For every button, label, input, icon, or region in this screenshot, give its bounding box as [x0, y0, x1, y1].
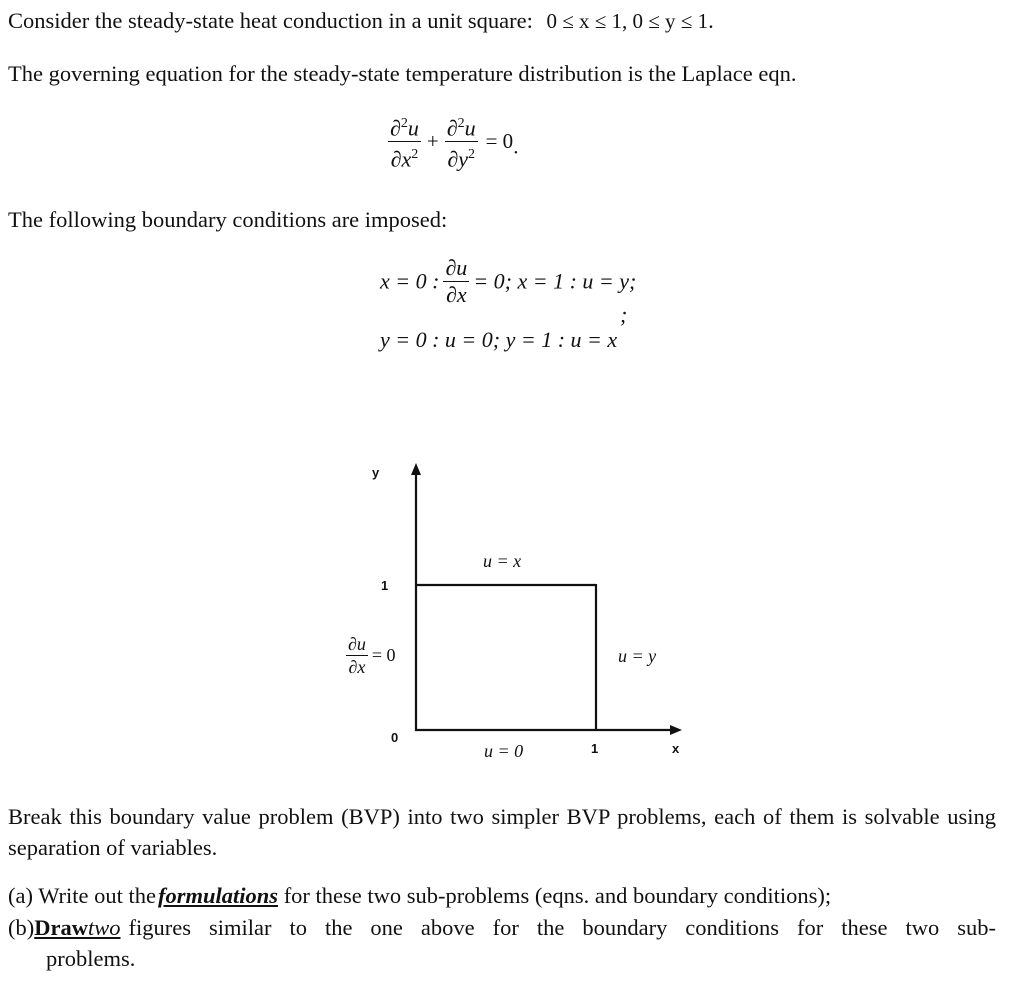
tick-y-1: 1	[381, 578, 389, 593]
bc-semicolon: ;	[620, 302, 628, 327]
bc-dudx-fraction	[443, 256, 469, 307]
partial-symbol: ∂	[446, 115, 458, 141]
domain-expression: 0 ≤ x ≤ 1, 0 ≤ y ≤ 1	[546, 9, 709, 33]
part-a	[8, 880, 831, 911]
laplace-equation	[388, 112, 518, 172]
d2u-dx2-fraction	[388, 112, 421, 172]
part-b	[8, 912, 996, 974]
variable-u: u	[407, 115, 419, 141]
part-a-pre: Write out the	[38, 883, 157, 908]
equals-zero: = 0	[485, 129, 514, 154]
part-b-two: two	[87, 915, 121, 940]
bc-line-x	[380, 256, 636, 307]
x-axis-arrowhead	[670, 725, 682, 735]
domain-period: .	[708, 8, 714, 33]
part-b-post: figures similar to the one above for the boundary conditions for these two sub-	[128, 915, 996, 940]
left-bc-fraction	[346, 634, 368, 677]
d2u-dy2-fraction	[445, 112, 478, 172]
left-boundary-condition	[346, 634, 396, 677]
bottom-boundary-condition: u = 0	[484, 741, 524, 761]
x-axis-label: x	[672, 741, 680, 756]
bc-dudx-num: ∂u	[445, 255, 468, 280]
part-a-post: for these two sub-problems (eqns. and boundary conditions);	[283, 883, 832, 908]
part-b-line-1	[8, 912, 996, 943]
partial-y: ∂y	[447, 146, 468, 172]
part-b-marker: (b)	[8, 915, 35, 940]
power-2: 2	[400, 116, 408, 131]
plus-sign: +	[426, 129, 439, 154]
part-b-continuation: problems.	[46, 946, 136, 971]
boundary-figure	[0, 455, 1024, 775]
top-boundary-condition: u = x	[483, 551, 522, 571]
power-2: 2	[457, 116, 465, 131]
bc-x-rest: = 0; x = 1 : u = y;	[473, 268, 637, 294]
partial-x: ∂x	[390, 146, 412, 172]
y-axis-label: y	[372, 465, 380, 480]
variable-u: u	[464, 115, 476, 141]
equation-period: .	[513, 134, 519, 159]
power-2: 2	[467, 147, 475, 163]
bc-line-y: y = 0 : u = 0; y = 1 : u = x	[380, 327, 618, 352]
left-bc-num: ∂u	[348, 634, 366, 654]
y-axis-arrowhead	[411, 463, 421, 475]
task-paragraph: Break this boundary value problem (BVP) into two simpler BVP problems, each of them is solvable using separation of variables.	[8, 804, 996, 860]
part-a-emphasis: formulations	[158, 883, 279, 908]
bc-dudx-den: ∂x	[446, 282, 467, 307]
bc-intro-text: The following boundary conditions are imposed:	[8, 207, 448, 232]
power-2: 2	[411, 147, 419, 163]
part-a-marker: (a)	[8, 883, 33, 908]
partial-symbol: ∂	[390, 115, 401, 141]
governing-text: The governing equation for the steady-state temperature distribution is the Laplace eqn.	[8, 61, 797, 86]
left-bc-rhs: = 0	[371, 645, 396, 665]
tick-origin-0: 0	[391, 730, 399, 745]
intro-text: Consider the steady-state heat conduction in a unit square:	[8, 8, 533, 33]
part-b-draw: Draw	[34, 915, 88, 940]
intro-line	[8, 8, 714, 34]
right-boundary-condition: u = y	[618, 646, 657, 666]
left-bc-den: ∂x	[348, 657, 366, 677]
bc-x0-label: x = 0 :	[380, 268, 440, 294]
tick-x-1: 1	[591, 741, 599, 756]
